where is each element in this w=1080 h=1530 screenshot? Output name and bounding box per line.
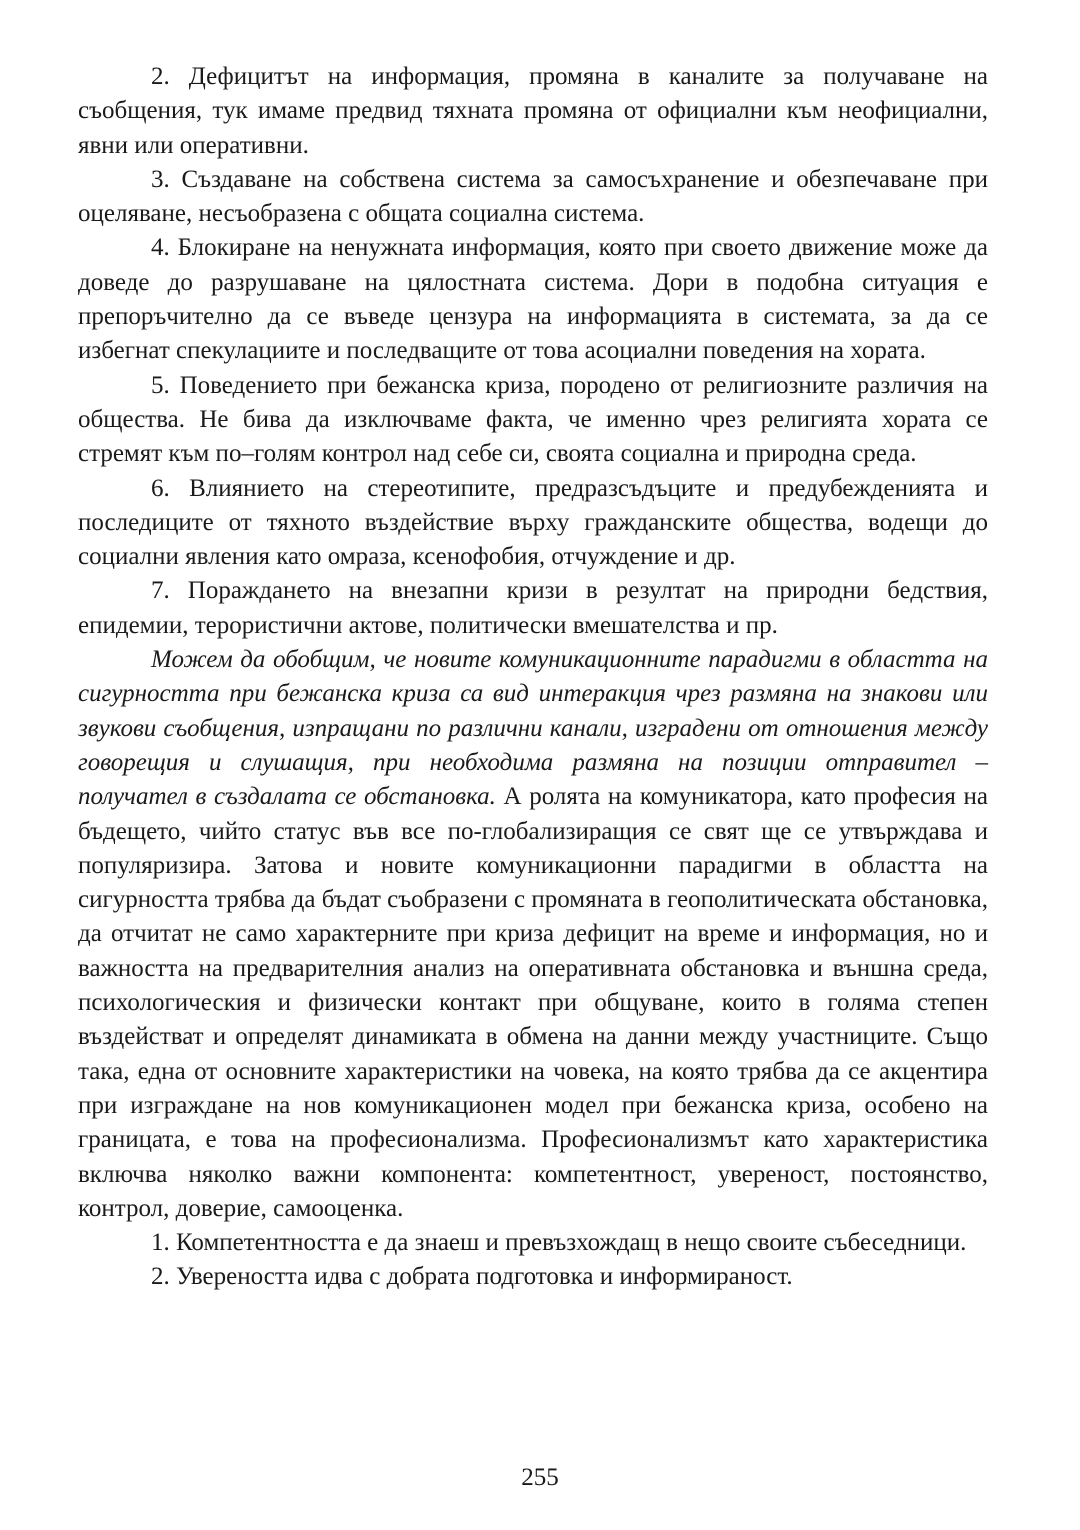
paragraph-competence: 1. Компетентността е да знаеш и превъзхождащ в нещо своите събеседници.	[151, 1229, 967, 1257]
paragraph-sudden-crises: 7. Пораждането на внезапни кризи в резултат на природни бедствия, епидемии, терористични актове, политически вмешателства и пр.	[78, 577, 988, 639]
summary-normal-text: А ролята на комуникатора, като професия на бъдещето, чийто статус във все по-глобализиращия се свят ще се утвърждава и популяризира. Затова и новите комуникационни парадигми в областта на сигурността трябва да бъдат съобразени с промяната в геополитическата обстановка, да отчитат не само характерните при криза дефицит на време и информация, но и важността на предварителния анализ на оперативната обстановка и външна среда, психологическия и физически контакт при общуване, които в голяма степен въздействат и определят динамиката в обмена на данни между участниците. Също така, една от основните характеристики на човека, на която трябва да се акцентира при изграждане на нов комуникационен модел при бежанска криза, особено на границата, е това на професионализма. Професионализмът като характеристика включва няколко важни компонента: компетентност, увереност, постоянство, контрол, доверие, самооценка.	[78, 783, 988, 1222]
page-body	[78, 60, 988, 1295]
paragraph-summary	[78, 643, 988, 1226]
paragraph-deficit: 2. Дефицитът на информация, промяна в каналите за получаване на съобщения, тук имаме предвид тяхната промяна от официални към неофициални, явни или оперативни.	[78, 63, 988, 159]
paragraph-blocking-information: 4. Блокиране на ненужната информация, която при своето движение може да доведе до разрушаване на цялостната система. Дори в подобна ситуация е препоръчително да се въведе цензура на информацията в системата, за да се избегнат спекулациите и последващите от това асоциални поведения на хората.	[78, 234, 988, 365]
paragraph-religious-differences: 5. Поведението при бежанска криза, породено от религиозните различия на общества. Не бива да изключваме факта, че именно чрез религията хората се стремят към по–голям контрол над себе си, своята социална и природна среда.	[78, 371, 988, 468]
paragraph-self-preservation: 3. Създаване на собствена система за самосъхранение и обезпечаване при оцеляване, несъобразена с общата социална система.	[78, 165, 988, 228]
paragraph-confidence: 2. Увереността идва с добрата подготовка и информираност.	[151, 1263, 793, 1291]
page-number: 255	[521, 1464, 559, 1491]
paragraph-stereotypes: 6. Влиянието на стереотипите, предразсъдъците и предубежденията и последиците от тяхното въздействие върху гражданските общества, водещи до социални явления като омраза, ксенофобия, отчуждение и др.	[78, 474, 988, 571]
summary-italic-text: Можем да обобщим, че новите комуникационните парадигми в областта на сигурността при бежанска криза са вид интеракция чрез размяна на знакови или звукови съобщения, изпращани по различни канали, изградени от отношения между говорещия и слушащия, при необходима размяна на позиции отправител – получател в създалата се обстановка.	[78, 646, 988, 811]
